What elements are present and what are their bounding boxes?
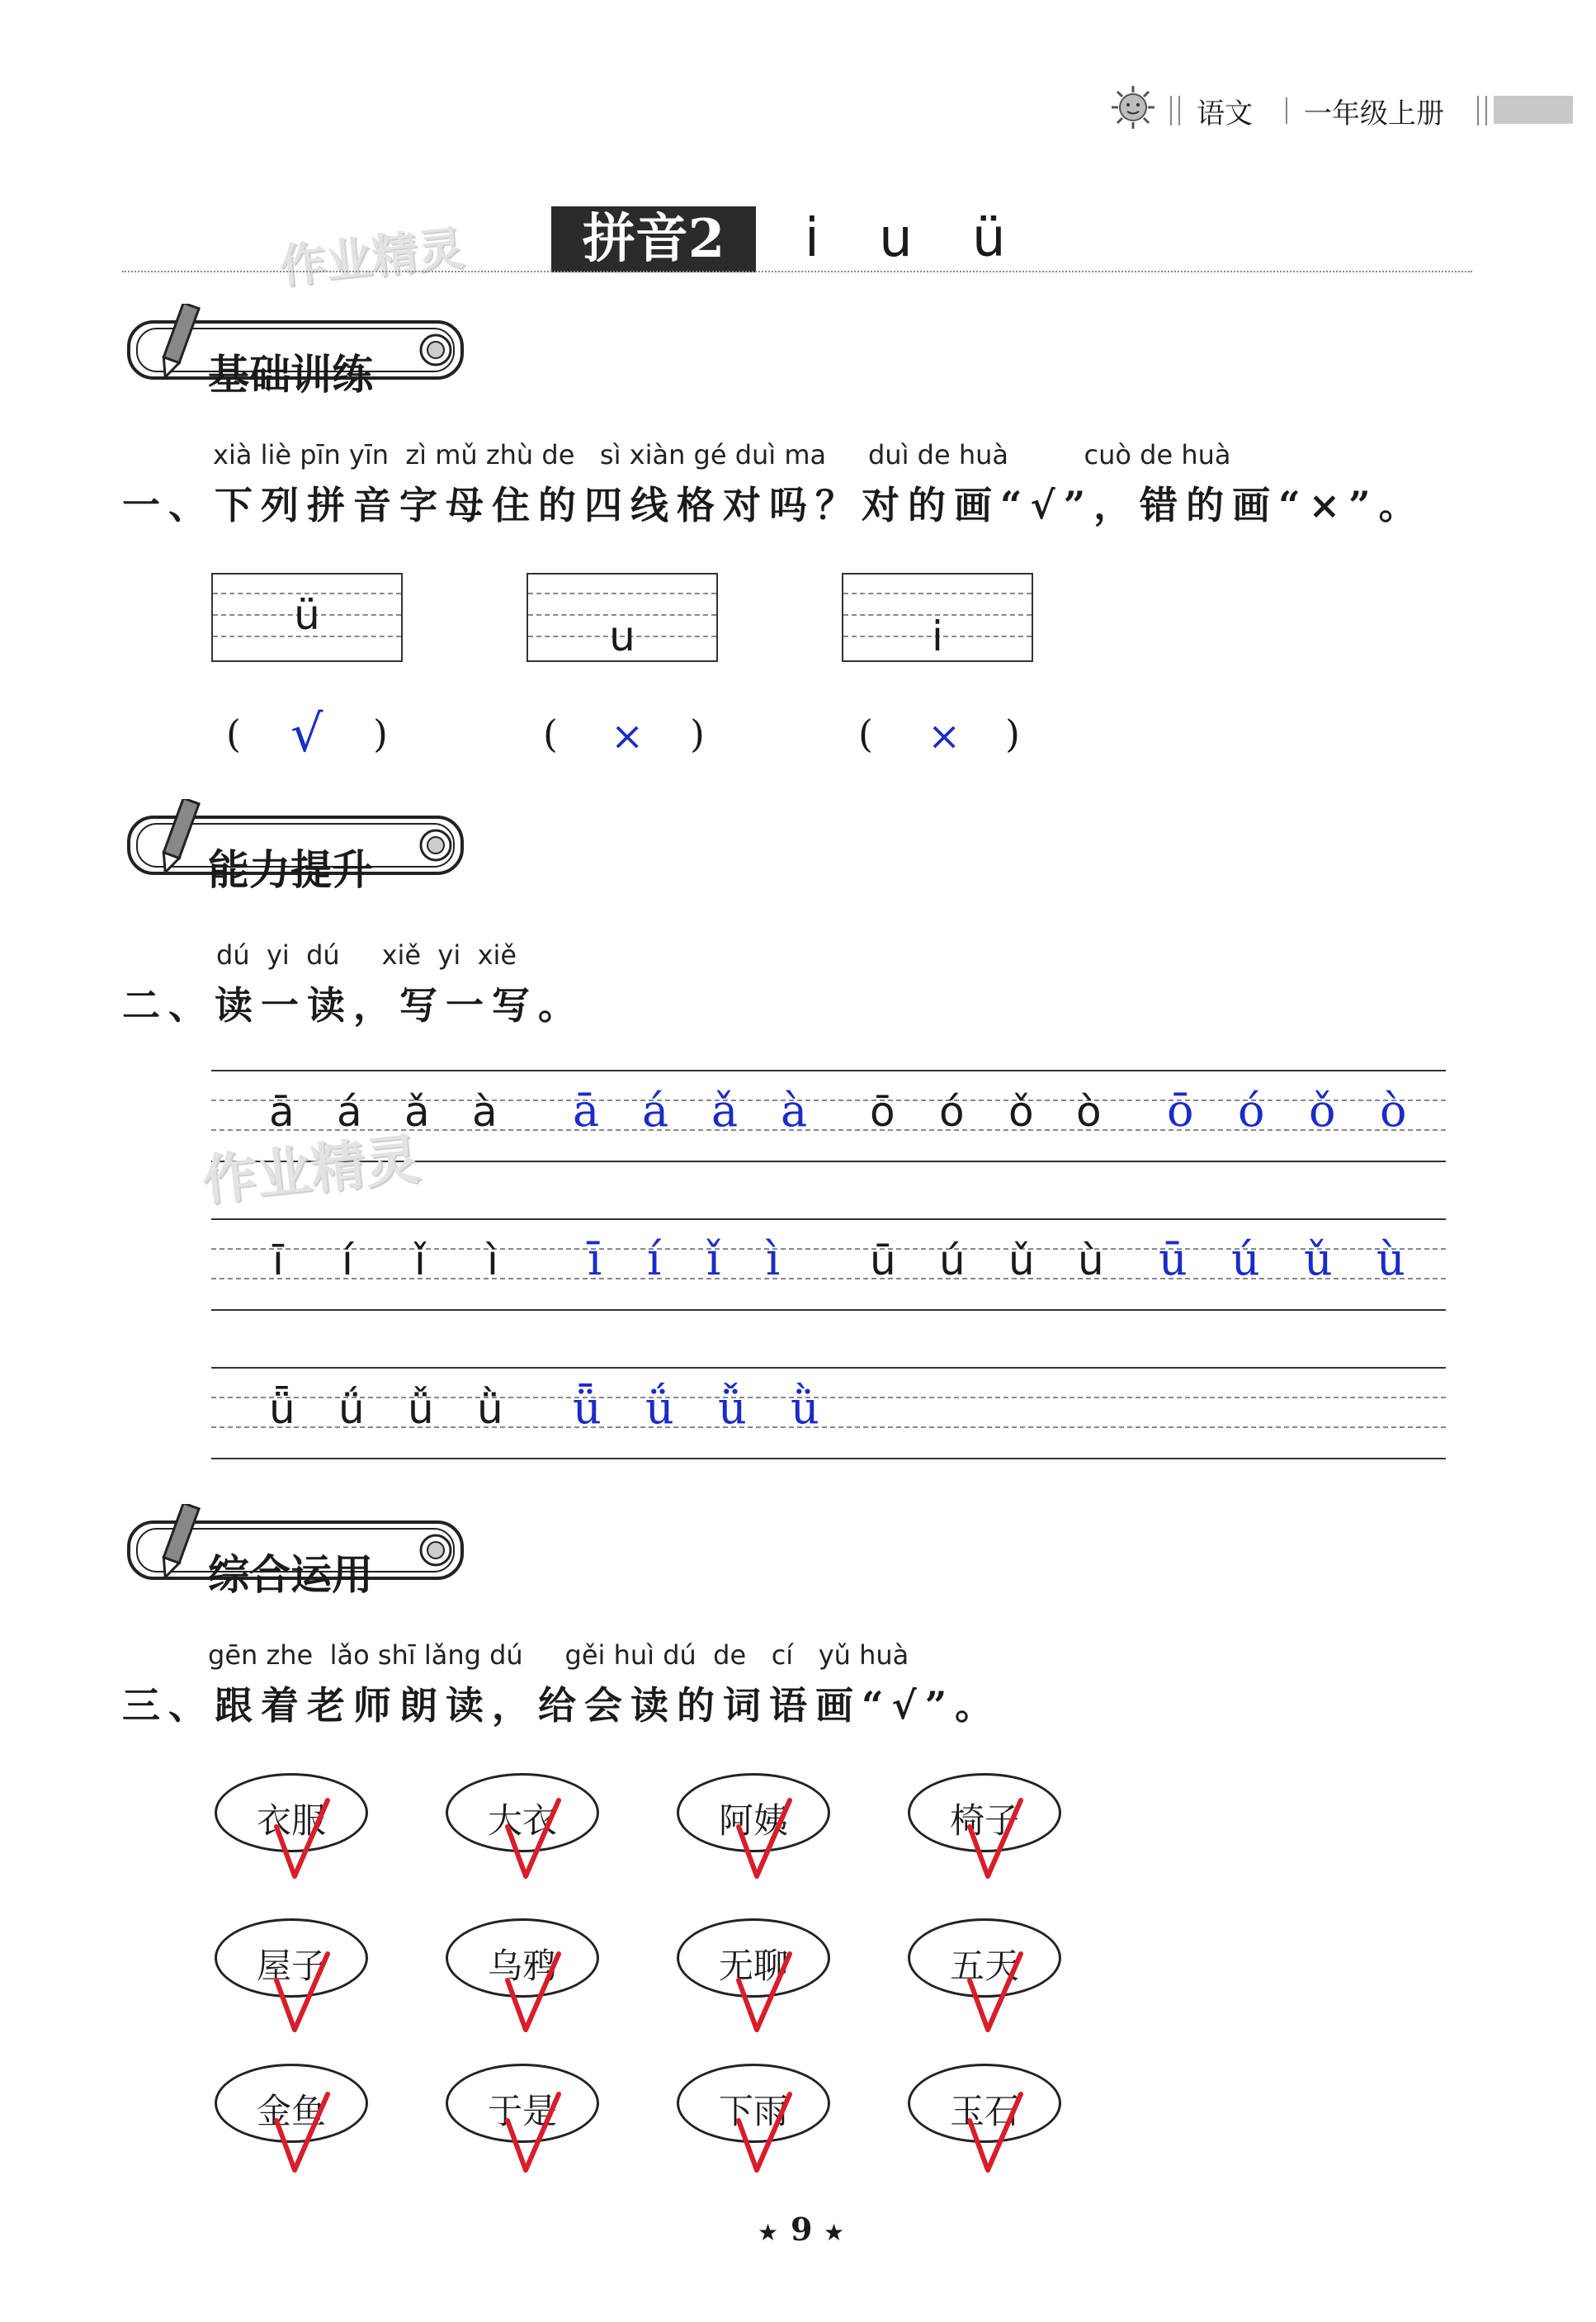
page-number: 9 (791, 2211, 813, 2248)
tone-written: ò (1380, 1085, 1407, 1137)
check-mark-icon (735, 1951, 793, 2033)
word-oval (908, 1773, 1061, 1852)
q3-pinyin: gēn zhe lǎo shī lǎng dú gěi huì dú de cí yǔ huà (208, 1639, 909, 1671)
tone-written: ǚ (718, 1382, 747, 1434)
header-divider (1286, 97, 1287, 124)
tone-printed: ū (870, 1237, 896, 1284)
tone-written: ū (1159, 1233, 1188, 1285)
tone-printed: à (472, 1088, 498, 1136)
tone-printed: í (342, 1237, 353, 1284)
paren-open: ( (226, 712, 241, 756)
word-label: 五天 (949, 1946, 1019, 1986)
check-mark-icon (504, 2091, 562, 2173)
word-oval (215, 2064, 368, 2143)
tone-written: ǔ (1304, 1233, 1333, 1285)
check-mark-icon (966, 1951, 1024, 2033)
tone-written: à (781, 1085, 808, 1137)
q3-text: 三、跟着老师朗读，给会读的词语画“√”。 (122, 1683, 1002, 1728)
q1-text: 一、下列拼音字母住的四线格对吗？对的画“√”，错的画“×”。 (122, 483, 1425, 527)
tone-written: ó (1238, 1085, 1265, 1137)
word-label: 金鱼 (256, 2091, 326, 2131)
check-mark-icon (273, 1797, 331, 1880)
paren-open: ( (543, 712, 558, 756)
word-label: 于是 (487, 2091, 557, 2131)
box-letter: i (932, 612, 943, 660)
box-letter: ü (294, 591, 320, 639)
tone-printed: ǎ (404, 1088, 430, 1136)
word-label: 乌鸦 (487, 1946, 557, 1986)
tone-written: ù (1376, 1233, 1405, 1285)
tone-written: í (647, 1233, 662, 1285)
answer-mark: √ (290, 703, 323, 764)
word-label: 玉石 (949, 2091, 1019, 2131)
check-mark-icon (273, 2091, 331, 2173)
word-label: 椅子 (949, 1800, 1019, 1841)
lesson-title-badge: 拼音2 (551, 206, 756, 272)
answer-mark: × (611, 713, 645, 759)
tone-written: ā (573, 1085, 600, 1137)
tone-printed: ǜ (477, 1385, 503, 1433)
tone-printed: ō (870, 1088, 895, 1136)
paren-close: ) (373, 712, 388, 756)
check-mark-icon (504, 1797, 562, 1880)
tone-printed: ǔ (1008, 1237, 1035, 1284)
word-label: 屋子 (256, 1946, 326, 1986)
writing-lines (211, 1367, 1446, 1459)
watermark: 作业精灵 (276, 221, 467, 295)
word-label: 阿姨 (718, 1800, 788, 1841)
word-oval (215, 1773, 368, 1852)
check-mark-icon (735, 1797, 793, 1880)
q2-pinyin: dú yi dú xiě yi xiě (216, 939, 517, 971)
tone-written: ǜ (791, 1382, 819, 1434)
word-oval (446, 1773, 599, 1852)
box-letter: u (609, 612, 635, 660)
tone-printed: á (337, 1088, 362, 1136)
section-title-ability: 能力提升 (208, 846, 373, 894)
four-line-box (842, 573, 1033, 662)
header-divider (1170, 96, 1180, 125)
tone-printed: ù (1078, 1237, 1104, 1284)
tone-written: ǎ (711, 1085, 739, 1137)
tone-written: ǐ (706, 1233, 721, 1285)
check-mark-icon (735, 2091, 793, 2173)
tone-printed: ā (269, 1088, 295, 1136)
header-subject: 语文 (1197, 97, 1253, 130)
word-label: 衣服 (256, 1800, 326, 1841)
writing-lines (211, 1218, 1446, 1311)
tone-printed: ó (939, 1088, 965, 1136)
tone-printed: ǒ (1008, 1088, 1034, 1136)
word-oval (677, 1918, 830, 1998)
word-label: 下雨 (718, 2091, 788, 2131)
tone-printed: ò (1076, 1088, 1102, 1136)
star-icon: ★ (824, 2219, 845, 2246)
tone-printed: ǐ (414, 1237, 426, 1284)
word-oval (446, 2064, 599, 2143)
section-title-application: 综合运用 (208, 1551, 373, 1599)
tone-written: ú (1231, 1233, 1260, 1285)
check-mark-icon (273, 1951, 331, 2033)
header-bar (1494, 96, 1573, 124)
title-underline (122, 271, 1472, 272)
paren-open: ( (858, 712, 873, 756)
q2-text: 二、读一读，写一写。 (122, 983, 584, 1028)
tone-printed: ú (939, 1237, 966, 1284)
star-icon: ★ (758, 2219, 779, 2246)
tone-written: á (642, 1085, 669, 1137)
check-mark-icon (504, 1951, 562, 2033)
tone-printed: ǖ (269, 1385, 295, 1433)
four-line-box (211, 573, 403, 662)
tone-written: ī (588, 1233, 602, 1285)
check-mark-icon (966, 2091, 1024, 2173)
tone-written: ì (766, 1233, 781, 1285)
four-line-box (526, 573, 718, 662)
answer-mark: × (928, 713, 961, 759)
word-oval (908, 1918, 1061, 1998)
paren-close: ) (690, 712, 705, 756)
tone-written: ō (1167, 1085, 1194, 1137)
check-mark-icon (966, 1797, 1024, 1880)
word-oval (908, 2064, 1061, 2143)
header-divider (1477, 96, 1487, 125)
tone-printed: ǘ (338, 1385, 365, 1433)
word-oval (215, 1918, 368, 1998)
paren-close: ) (1005, 712, 1020, 756)
tone-printed: ī (272, 1237, 284, 1284)
tone-printed: ǚ (408, 1385, 434, 1433)
tone-written: ǒ (1309, 1085, 1336, 1137)
sun-mascot-icon (1110, 84, 1156, 130)
word-label: 无聊 (718, 1946, 788, 1986)
tone-written: ǖ (573, 1382, 602, 1434)
lesson-title-letters: i u ü (805, 208, 1006, 269)
word-oval (446, 1918, 599, 1998)
q1-pinyin: xià liè pīn yīn zì mǔ zhù de sì xiàn gé duì ma duì de huà cuò de huà (213, 439, 1231, 471)
word-oval (677, 2064, 830, 2143)
header-grade: 一年级上册 (1304, 97, 1444, 130)
tone-written: ǘ (645, 1382, 674, 1434)
word-label: 大衣 (487, 1800, 557, 1841)
word-oval (677, 1773, 830, 1852)
section-title-basic: 基础训练 (208, 351, 373, 399)
watermark: 作业精灵 (199, 1127, 423, 1213)
tone-printed: ì (487, 1237, 498, 1284)
